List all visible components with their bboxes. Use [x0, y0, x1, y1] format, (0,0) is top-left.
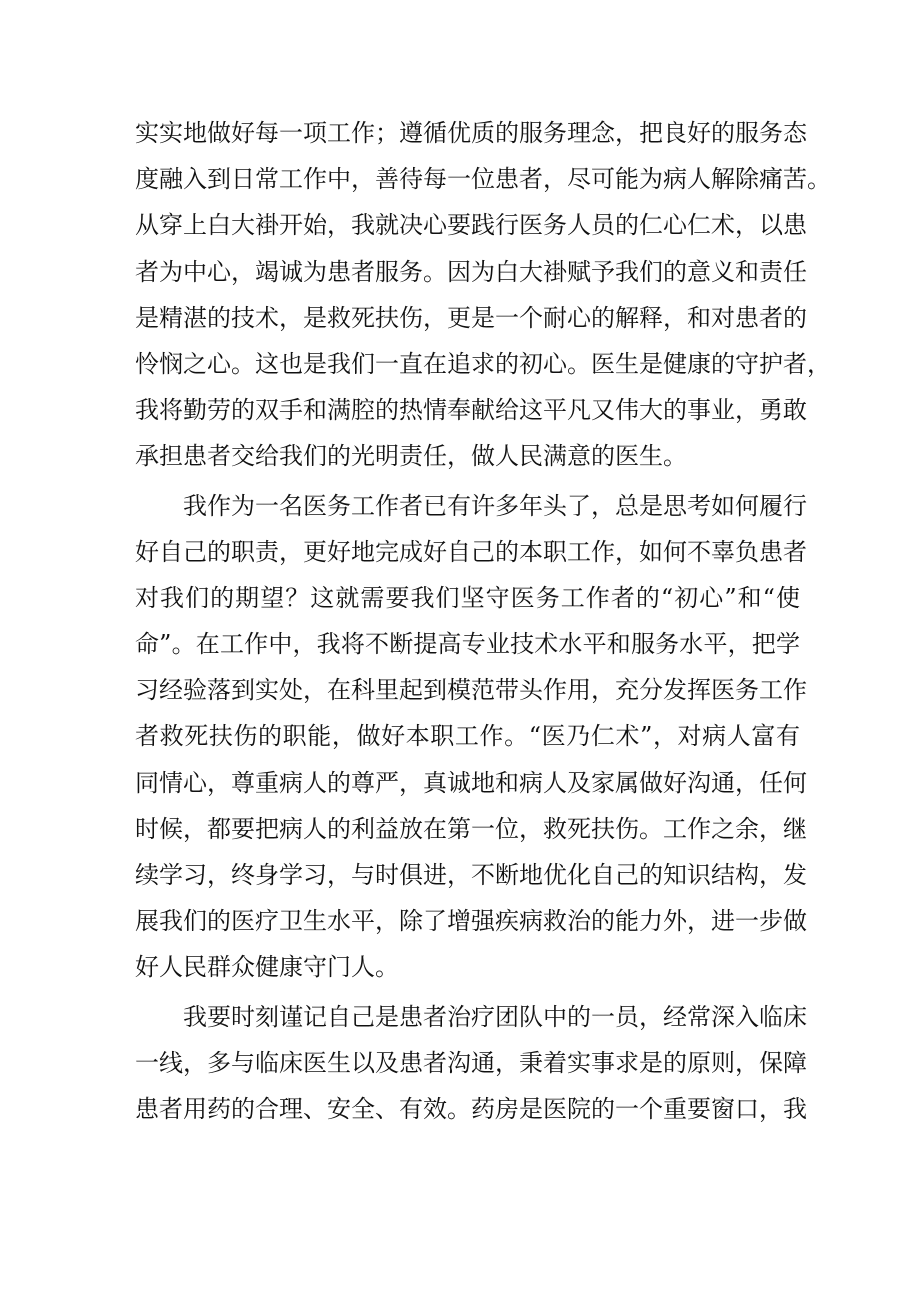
paragraph-2	[135, 483, 807, 991]
text-line: 续学习，终身学习，与时俱进，不断地优化自己的知识结构，发	[135, 861, 807, 889]
text-line: 一线，多与临床医生以及患者沟通，秉着实事求是的原则，保障	[135, 1048, 807, 1077]
text-line: 时候，都要把病人的利益放在第一位，救死扶伤。工作之余，继	[135, 814, 807, 843]
document-body	[135, 110, 831, 1132]
text-line: 同情心，尊重病人的尊严，真诚地和病人及家属做好沟通，任何	[135, 768, 807, 797]
text-line: 好自己的职责，更好地完成好自己的本职工作，如何不辜负患者	[135, 537, 807, 566]
text-line: 怜悯之心。这也是我们一直在追求的初心。医生是健康的守护者，	[135, 349, 831, 378]
text-line: 习经验落到实处，在科里起到模范带头作用，充分发挥医务工作	[135, 676, 807, 705]
text-line: 命”。在工作中，我将不断提高专业技术水平和服务水平，把学	[135, 630, 800, 659]
text-line: 患者用药的合理、安全、有效。药房是医院的一个重要窗口，我	[135, 1094, 807, 1123]
text-line: 我将勤劳的双手和满腔的热情奉献给这平凡又伟大的事业，勇敢	[135, 396, 807, 425]
text-line: 展我们的医疗卫生水平，除了增强疾病救治的能力外，进一步做	[135, 907, 807, 936]
text-line: 从穿上白大褂开始，我就决心要践行医务人员的仁心仁术，以患	[135, 211, 807, 240]
paragraph-3	[135, 994, 807, 1133]
text-line: 实实地做好每一项工作；遵循优质的服务理念，把良好的服务态	[135, 119, 807, 147]
text-line: 者为中心，竭诚为患者服务。因为白大褂赋予我们的意义和责任	[135, 257, 807, 286]
text-line: 承担患者交给我们的光明责任，做人民满意的医生。	[135, 442, 687, 471]
text-line: 我作为一名医务工作者已有许多年头了，总是思考如何履行	[135, 491, 807, 520]
text-line: 好人民群众健康守门人。	[135, 953, 399, 982]
text-line: 度融入到日常工作中，善待每一位患者，尽可能为病人解除痛苦。	[135, 165, 831, 194]
text-line: 是精湛的技术，是救死扶伤，更是一个耐心的解释，和对患者的	[135, 303, 807, 332]
paragraph-1	[135, 110, 831, 480]
text-line: 对我们的期望？这就需要我们坚守医务工作者的“初心”和“使	[135, 583, 800, 612]
text-line: 者救死扶伤的职能，做好本职工作。“医乃仁术”，对病人富有	[135, 722, 800, 751]
text-line: 我要时刻谨记自己是患者治疗团队中的一员，经常深入临床	[135, 1002, 807, 1031]
